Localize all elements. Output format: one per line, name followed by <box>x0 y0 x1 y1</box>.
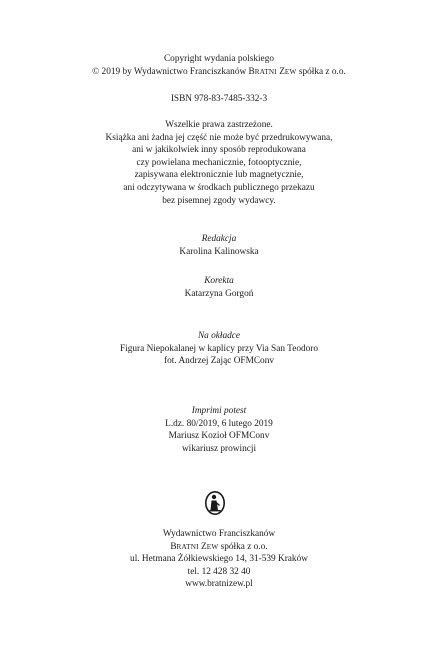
rights-line: czy powielana mechanicznie, fotooptycznie, <box>136 157 302 168</box>
rights-line: zapisywana elektronicznie lub magnetycznie, <box>134 170 304 181</box>
publisher-name: Wydawnictwo Franciszkanów <box>162 529 276 539</box>
cover-block <box>0 330 438 368</box>
publisher-block <box>0 528 438 591</box>
imprimi-line-2: Mariusz Kozioł OFMConv <box>168 431 270 442</box>
rights-line: Wszelkie prawa zastrzeżone. <box>165 120 273 130</box>
editing-label: Redakcja <box>201 234 237 244</box>
rights-line: Książka ani żadna jej część nie może być przedrukowywana, <box>105 132 333 143</box>
editing-block <box>0 233 438 258</box>
rights-block <box>0 119 438 207</box>
publisher-phone: tel. 12 428 32 40 <box>187 566 251 577</box>
imprimi-block <box>0 405 438 455</box>
rights-line: bez pisemnej zgody wydawcy. <box>162 195 276 206</box>
copyright-line-1: Copyright wydania polskiego <box>163 54 274 64</box>
publisher-line-2: BRATNI ZEW spółka z o.o. <box>170 541 268 552</box>
cover-label: Na okładce <box>197 331 241 341</box>
publisher-address: ul. Hetmana Żółkiewskiego 14, 31-539 Kraków <box>130 554 308 565</box>
proofreading-name: Katarzyna Gorgoń <box>184 288 254 299</box>
copyright-block <box>0 53 438 78</box>
editing-name: Karolina Kalinowska <box>179 246 259 257</box>
isbn: ISBN 978-83-7485-332-3 <box>170 94 268 104</box>
franciscan-publisher-logo-icon <box>204 490 226 516</box>
imprimi-line-3: wikariusz prowincji <box>181 443 257 454</box>
imprimi-label: Imprimi potest <box>191 406 247 416</box>
copyright-line-2: © 2019 by Wydawnictwo Franciszkanów BRATNI ZEW spółka z o.o. <box>92 66 346 77</box>
isbn-block <box>0 93 438 106</box>
cover-line-1: Figura Niepokalanej w kaplicy przy Via San Teodoro <box>119 343 319 354</box>
proofreading-label: Korekta <box>204 276 234 286</box>
rights-line: ani odczytywana w środkach publicznego przekazu <box>123 182 315 193</box>
imprimi-line-1: L.dz. 80/2019, 6 lutego 2019 <box>165 418 273 429</box>
cover-line-2: fot. Andrzej Zając OFMConv <box>164 356 274 367</box>
publisher-website[interactable]: www.bratnizew.pl <box>185 579 253 590</box>
rights-line: ani w jakikolwiek inny sposób reprodukowana <box>132 145 306 156</box>
proofreading-block <box>0 275 438 300</box>
